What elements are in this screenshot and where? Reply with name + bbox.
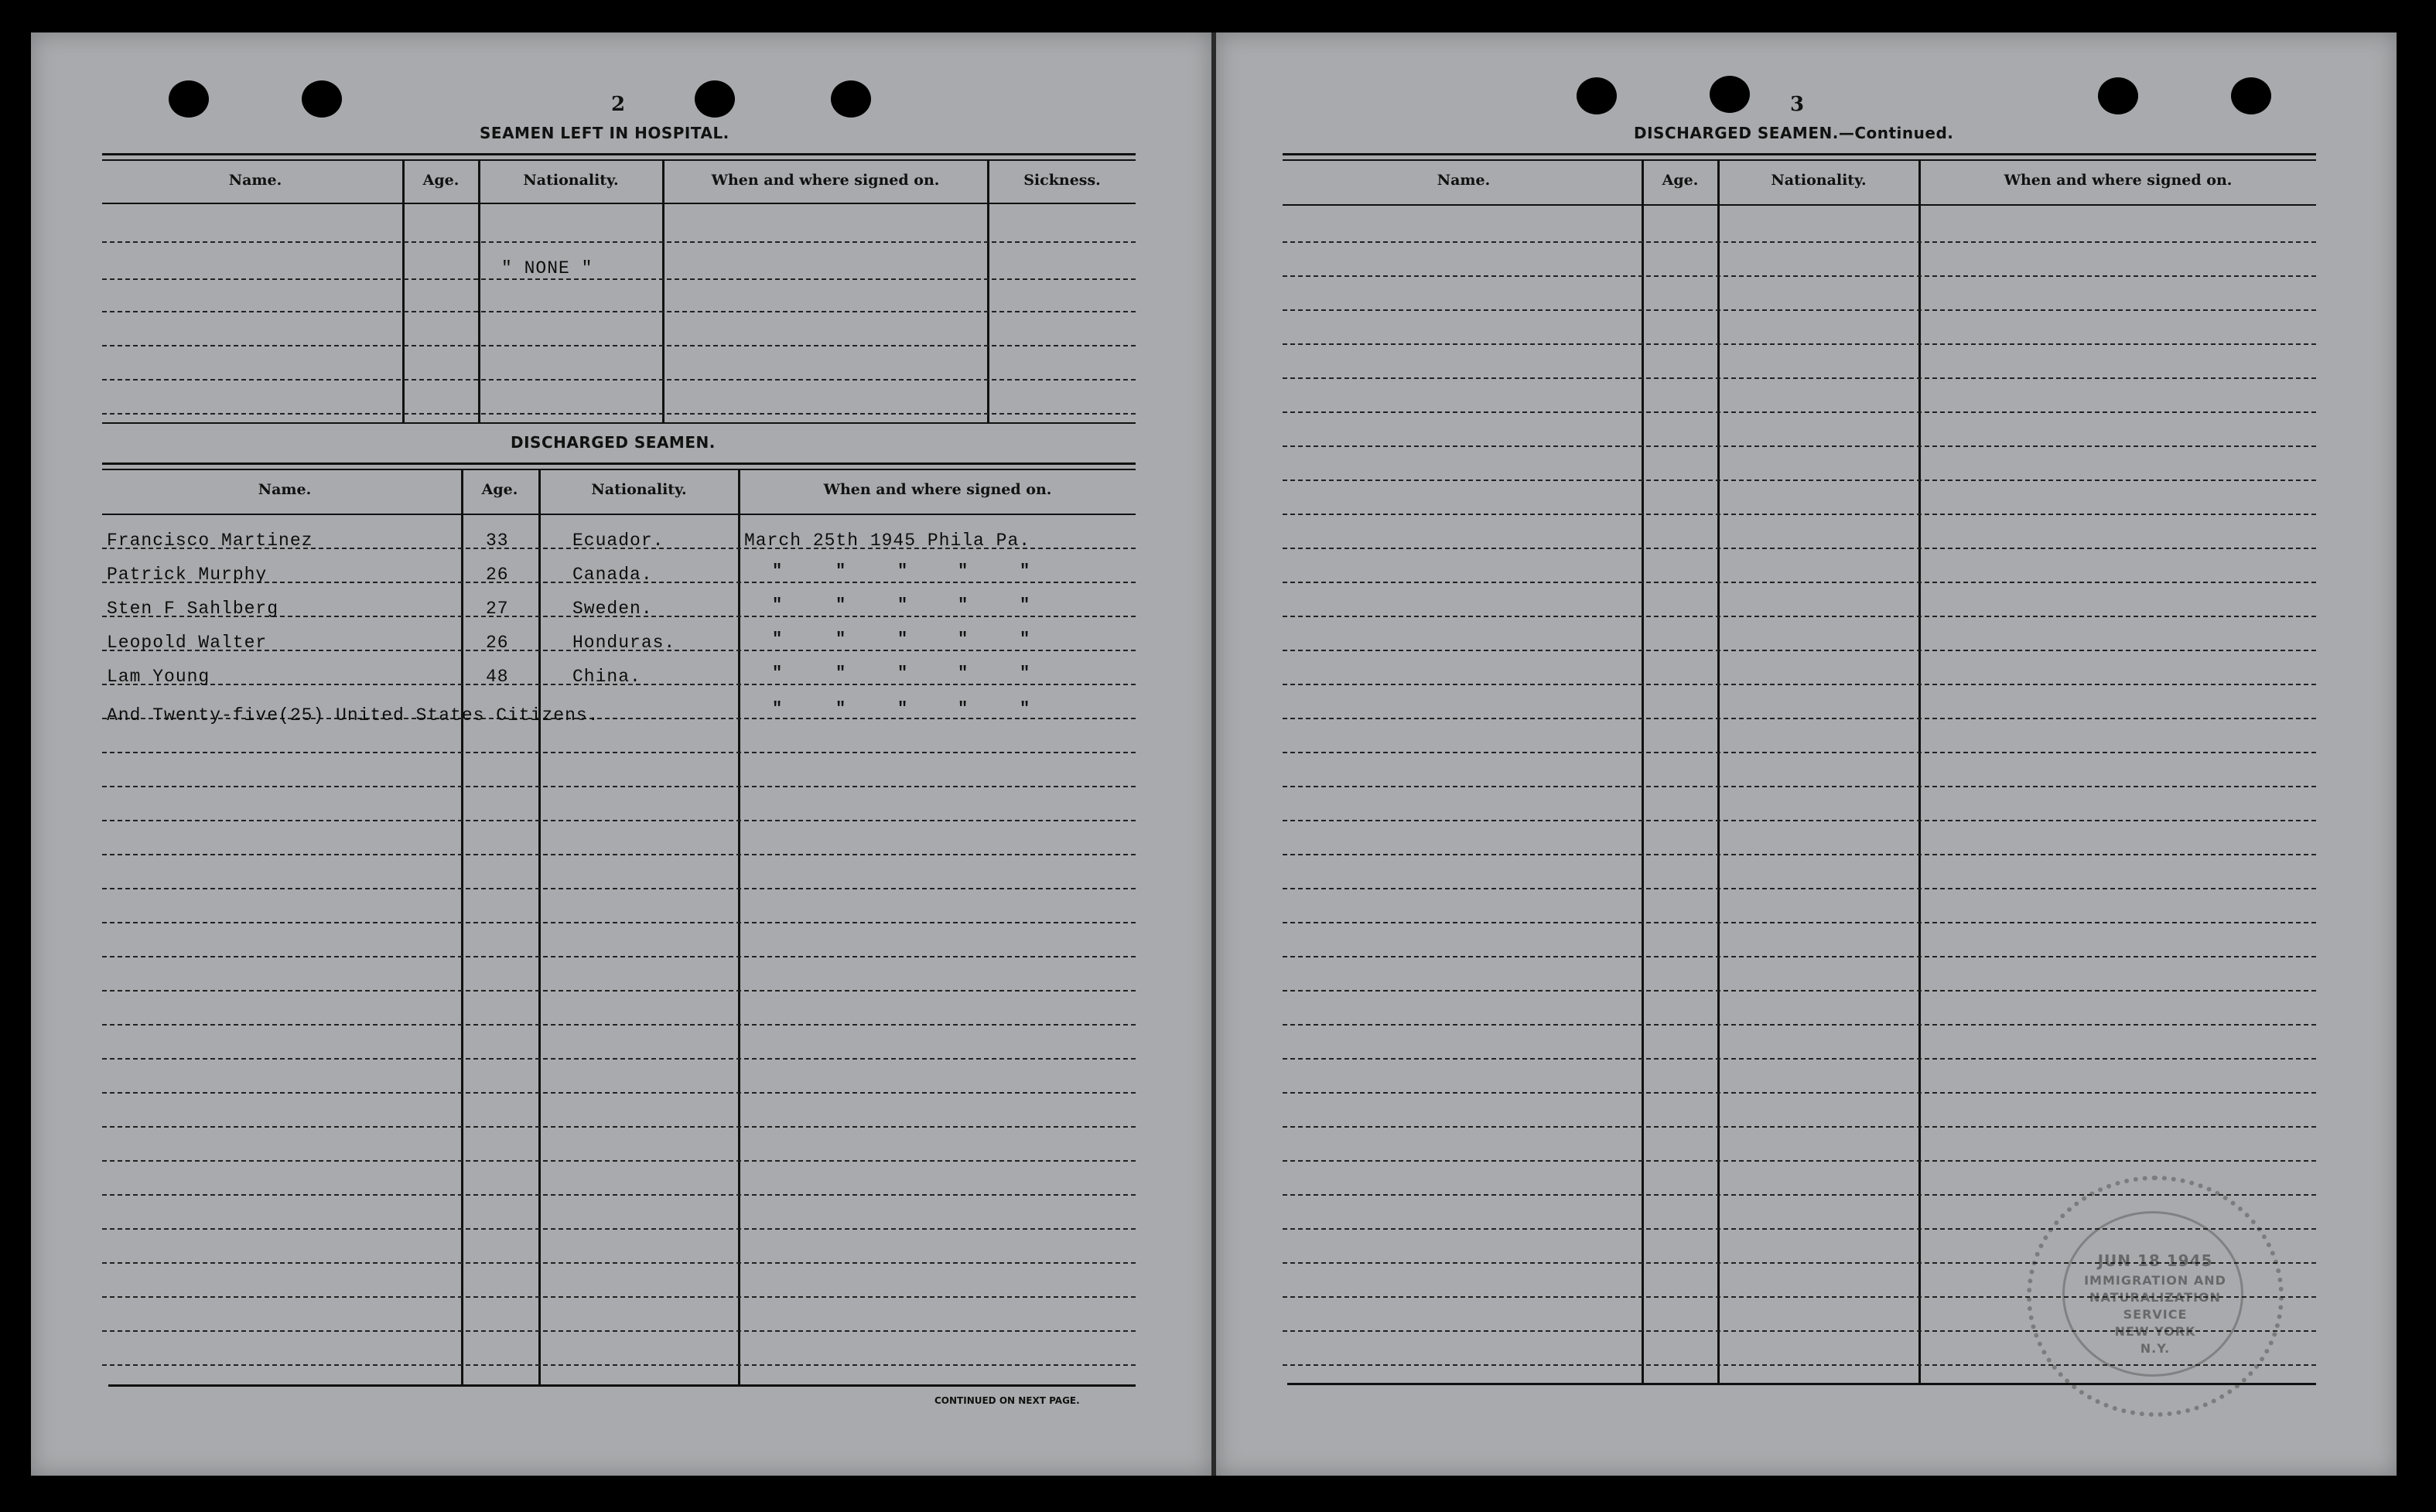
rule [1283,204,2316,206]
ruled-line [102,922,1136,923]
ditto-mark: " [1020,596,1030,615]
column-divider [987,161,989,424]
seaman-name: Lam Young [107,667,210,687]
ruled-line [1283,548,2316,549]
seaman-age: 33 [486,531,509,551]
rule [102,153,1136,155]
left-page [31,32,1211,1476]
ditto-mark: " [835,699,846,718]
ruled-line [102,1364,1136,1366]
ruled-line [1283,1126,2316,1128]
discharged-header-nationality: Nationality. [591,481,687,498]
punch-hole [169,80,209,118]
ditto-mark: " [958,561,969,581]
punch-hole [1577,77,1617,114]
rule [102,203,1136,204]
ruled-line [1283,1024,2316,1026]
ruled-line [1283,752,2316,753]
stamp-line: IMMIGRATION AND [2084,1273,2226,1288]
us-citizens-note: And Twenty-five(25) United States Citizens. [107,705,600,725]
seaman-name: Patrick Murphy [107,565,268,585]
ruled-line [102,1194,1136,1196]
ruled-line [1283,309,2316,311]
seaman-signed-on: March 25th 1945 Phila Pa. [744,531,1031,551]
ruled-line [102,1228,1136,1230]
ruled-line [1283,616,2316,617]
ditto-mark: " [897,630,908,649]
ruled-line [1283,411,2316,413]
ruled-line [102,820,1136,821]
ruled-line [1283,377,2316,379]
ruled-line [102,990,1136,992]
stamp-line: NATURALIZATION [2089,1290,2221,1305]
column-divider [402,161,405,424]
column-divider [662,161,665,424]
punch-hole [695,80,735,118]
ruled-line [1283,786,2316,787]
ruled-line [1283,922,2316,923]
seaman-nationality: Canada. [572,565,653,585]
hospital-header-name: Name. [228,172,282,189]
stamp-line: JUN 18 1945 [2097,1251,2213,1270]
ruled-line [1283,990,2316,992]
ruled-line [102,1126,1136,1128]
seaman-nationality: China. [572,667,641,687]
ditto-mark: " [897,699,908,718]
ruled-line [102,956,1136,957]
ditto-mark: " [772,664,783,683]
ruled-line [1283,1092,2316,1094]
ruled-line [1283,1160,2316,1162]
seaman-age: 26 [486,633,509,653]
ditto-mark: " [958,596,969,615]
ruled-line [1283,888,2316,889]
continued-header-signed-on: When and where signed on. [2004,172,2233,189]
ruled-line [1283,275,2316,277]
ruled-line [1283,241,2316,243]
ruled-line [102,1330,1136,1332]
ruled-line [102,345,1136,346]
ditto-mark: " [1020,664,1030,683]
hospital-header-sickness: Sickness. [1023,172,1101,189]
ditto-mark: " [772,699,783,718]
seaman-age: 26 [486,565,509,585]
ditto-mark: " [897,664,908,683]
ruled-line [102,1160,1136,1162]
ditto-mark: " [897,561,908,581]
column-divider [738,470,740,1384]
ditto-mark: " [835,630,846,649]
hospital-section-title: SEAMEN LEFT IN HOSPITAL. [480,124,729,142]
ditto-mark: " [958,699,969,718]
ruled-line [102,786,1136,787]
rule [102,514,1136,515]
ruled-line [1283,820,2316,821]
ruled-line [1283,1058,2316,1060]
ruled-line [102,278,1136,280]
stamp-line: N.Y. [2140,1341,2171,1356]
ruled-line [1283,956,2316,957]
hospital-header-nationality: Nationality. [523,172,619,189]
ruled-line [102,1058,1136,1060]
ruled-line [102,1296,1136,1298]
ditto-mark: " [772,561,783,581]
page-number: 2 [611,93,626,116]
rule [102,422,1136,424]
ditto-mark: " [897,596,908,615]
ditto-mark: " [772,630,783,649]
ruled-line [1283,480,2316,481]
seaman-name: Francisco Martinez [107,531,313,551]
stamp-line: NEW YORK [2114,1324,2196,1339]
ruled-line [102,1092,1136,1094]
ruled-line [1283,684,2316,685]
ruled-line [1283,854,2316,855]
book-spine [1211,32,1216,1476]
ditto-mark: " [772,596,783,615]
discharged-section-title: DISCHARGED SEAMEN. [511,433,716,452]
page-number: 3 [1790,93,1805,116]
continued-footer: CONTINUED ON NEXT PAGE. [934,1395,1080,1406]
ruled-line [1283,514,2316,515]
immigration-stamp [2027,1176,2284,1417]
column-divider [538,470,541,1384]
hospital-header-signed-on: When and where signed on. [711,172,940,189]
hospital-header-age: Age. [422,172,460,189]
ditto-mark: " [835,664,846,683]
rule [102,469,1136,470]
ruled-line [102,854,1136,855]
ditto-mark: " [835,596,846,615]
column-divider [478,161,480,424]
ditto-mark: " [1020,630,1030,649]
ruled-line [1283,445,2316,447]
ruled-line [102,413,1136,415]
ruled-line [1283,650,2316,651]
ruled-line [102,752,1136,753]
continued-header-age: Age. [1662,172,1699,189]
ruled-line [102,311,1136,312]
rule [102,159,1136,161]
seaman-name: Leopold Walter [107,633,268,653]
seaman-age: 27 [486,599,509,619]
ruled-line [1283,718,2316,719]
discharged-header-signed-on: When and where signed on. [823,481,1052,498]
rule [108,1384,1136,1387]
ruled-line [102,1024,1136,1026]
ruled-line [102,888,1136,889]
ruled-line [102,241,1136,243]
continued-header-nationality: Nationality. [1771,172,1867,189]
ruled-line [102,1262,1136,1264]
punch-hole [1710,76,1750,113]
ruled-line [102,379,1136,381]
rule [1283,159,2316,161]
rule [1283,153,2316,155]
punch-hole [302,80,342,118]
seaman-age: 48 [486,667,509,687]
ditto-mark: " [958,664,969,683]
discharged-continued-title: DISCHARGED SEAMEN.—Continued. [1634,124,1954,142]
discharged-header-age: Age. [481,481,518,498]
rule [102,462,1136,465]
seaman-nationality: Ecuador. [572,531,665,551]
ditto-mark: " [958,630,969,649]
stamp-line: SERVICE [2123,1307,2188,1322]
punch-hole [2231,77,2271,114]
column-divider [461,470,463,1384]
seaman-nationality: Honduras. [572,633,676,653]
ditto-mark: " [835,561,846,581]
ditto-mark: " [1020,699,1030,718]
hospital-none-entry: " NONE " [501,258,593,278]
continued-header-name: Name. [1437,172,1491,189]
seaman-nationality: Sweden. [572,599,653,619]
ruled-line [1283,582,2316,583]
ruled-line [1283,343,2316,345]
seaman-name: Sten F Sahlberg [107,599,279,619]
punch-hole [831,80,871,118]
ditto-mark: " [1020,561,1030,581]
discharged-header-name: Name. [258,481,312,498]
punch-hole [2098,77,2138,114]
